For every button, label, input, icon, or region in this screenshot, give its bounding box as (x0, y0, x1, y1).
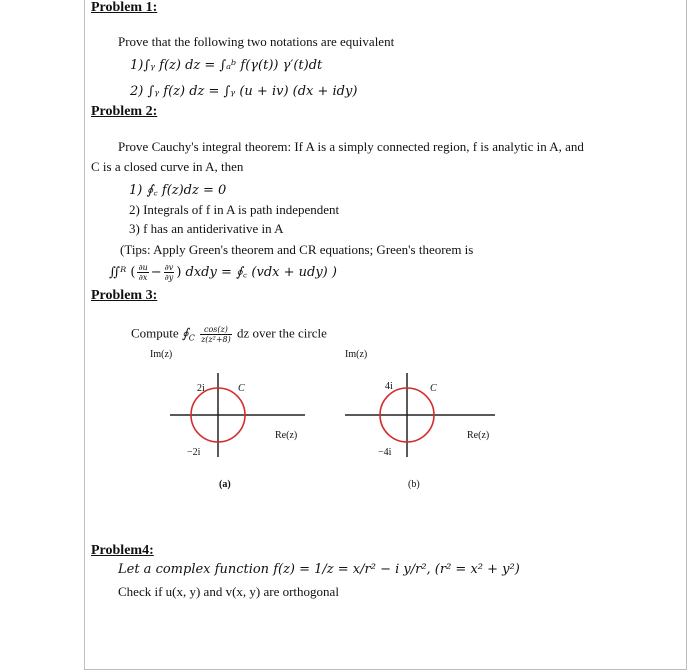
problem2-item-1: 1) ∮꜀ f(z)dz = 0 (129, 183, 227, 198)
problem2-item-2: 2) Integrals of f in A is path independent (129, 202, 340, 217)
problem2-heading: Problem 2: (91, 104, 158, 119)
problem3-prompt (131, 325, 327, 344)
greens-double-integral: ∬ᴿ (109, 265, 127, 280)
fig-a-top-label: 2i (197, 383, 205, 394)
problem4-line-2: Check if u(x, y) and v(x, y) are orthogonal (118, 584, 339, 599)
problem1-intro: Prove that the following two notations are equivalent (118, 34, 395, 49)
page-border-left (84, 0, 85, 670)
page-border-right (686, 0, 687, 670)
integrand-fraction: $\frac{\cos(z)}{\text{z(z²+8)}}$ (201, 325, 231, 344)
fig-a-im-label: Im(z) (150, 349, 173, 360)
problem2-tips: (Tips: Apply Green's theorem and CR equations; Green's theorem is (120, 242, 474, 257)
greens-frac-du-dx: $\frac{\partial u}{\partial x}$ (138, 263, 148, 282)
fig-b-curve-label: C (430, 383, 437, 394)
compute-rest: dz over the circle (237, 325, 327, 341)
figure-b (330, 345, 520, 495)
problem2-intro-line-1: Prove Cauchy's integral theorem: If A is a simply connected region, f is analytic in A, and (118, 139, 584, 154)
fig-b-caption: (b) (408, 479, 420, 490)
fig-b-re-label: Re(z) (467, 430, 490, 441)
problem4-line-1: Let a complex function f(z) = 1/z = x/r² − i y/r², (r² = x² + y²) (118, 562, 520, 577)
fig-b-im-label: Im(z) (345, 349, 368, 360)
problem1-equation-1: 1)∫ᵧ f(z) dz = ∫ₐᵇ f(γ(t)) γ′(t)dt (130, 58, 323, 73)
greens-frac-dv-dy: $\frac{\partial v}{\partial y}$ (164, 263, 174, 282)
contour-label: C (188, 333, 195, 343)
problem4-heading: Problem4: (91, 543, 154, 558)
figure-a (120, 345, 330, 495)
compute-label: Compute (131, 325, 179, 341)
problem1-equation-2: 2) ∫ᵧ f(z) dz = ∫ᵧ (u + iv) (dx + idy) (130, 84, 358, 99)
greens-rhs: dxdy = ∮꜀ (vdx + udy) ) (185, 265, 337, 280)
problem2-item-3: 3) f has an antiderivative in A (129, 221, 284, 236)
fig-a-caption: (a) (219, 479, 231, 490)
fig-b-bottom-label: −4i (378, 447, 392, 458)
contour-integral-symbol: ∮ (181, 326, 189, 342)
fig-a-re-label: Re(z) (275, 430, 298, 441)
problem1-heading: Problem 1: (91, 0, 158, 15)
problem2-greens-theorem: ∬ᴿ ( $\frac{\partial u}{\partial x}$ − $\frac{\partial v}{\partial y}$ ) dxdy = ∮꜀ (vdx + udy) ) (109, 263, 337, 282)
fig-a-curve-label: C (238, 383, 245, 394)
problem2-intro-line-2: C is a closed curve in A, then (91, 159, 244, 174)
fig-b-top-label: 4i (385, 381, 393, 392)
problem3-heading: Problem 3: (91, 288, 158, 303)
fig-a-bottom-label: −2i (187, 447, 201, 458)
